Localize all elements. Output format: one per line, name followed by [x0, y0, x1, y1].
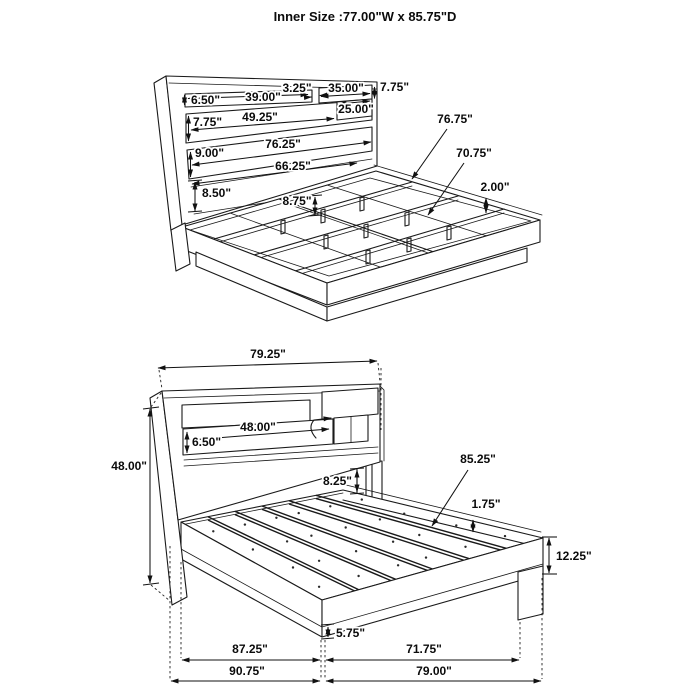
dim-shelf-width: 48.00"	[240, 420, 276, 434]
dim-total-depth: 90.75"	[229, 664, 265, 678]
dim-inner-width: 66.25"	[275, 159, 311, 173]
dim-slat-thickness: 1.75"	[471, 497, 501, 511]
dim-rail-drop: 8.75"	[282, 194, 312, 208]
dim-cubby-width: 39.00"	[245, 90, 281, 104]
dim-base-depth: 87.25"	[232, 642, 268, 656]
dim-post-height: 8.50"	[202, 186, 232, 200]
dim-divider-width: 3.25"	[282, 81, 312, 95]
dim-headboard-width: 79.25"	[250, 347, 286, 361]
dim-frame-height: 12.25"	[556, 549, 592, 563]
page-title: Inner Size :77.00"W x 85.75"D	[273, 9, 457, 24]
dim-deck-width: 71.75"	[406, 642, 442, 656]
dim-shelf-height: 6.50"	[192, 435, 222, 449]
dim-right-cubby-width: 35.00"	[328, 81, 364, 95]
dim-mid-height: 7.75"	[193, 115, 223, 129]
dim-rail-thickness: 2.00"	[480, 180, 510, 194]
dim-lower-height: 9.00"	[195, 146, 225, 160]
dim-inner-rail-length: 70.75"	[456, 146, 492, 160]
dim-right-cubby-height: 7.75"	[380, 80, 410, 94]
dim-cubby-height: 6.50"	[191, 93, 221, 107]
dim-mid-right-width: 25.00"	[338, 102, 374, 116]
dim-side-rail-length: 76.75"	[437, 112, 473, 126]
dim-clearance: 8.25"	[322, 474, 352, 488]
dim-lower-width: 76.25"	[265, 137, 301, 151]
dim-plinth-height: 5.75"	[336, 626, 366, 640]
shelf-opening-right	[322, 388, 378, 420]
dim-headboard-height: 48.00"	[111, 459, 147, 473]
top-view-diagram	[154, 76, 542, 321]
dim-total-width: 79.00"	[416, 664, 452, 678]
dim-mid-width: 49.25"	[242, 110, 278, 124]
dim-slat-length: 85.25"	[460, 452, 496, 466]
bottom-view-diagram	[111, 347, 591, 681]
